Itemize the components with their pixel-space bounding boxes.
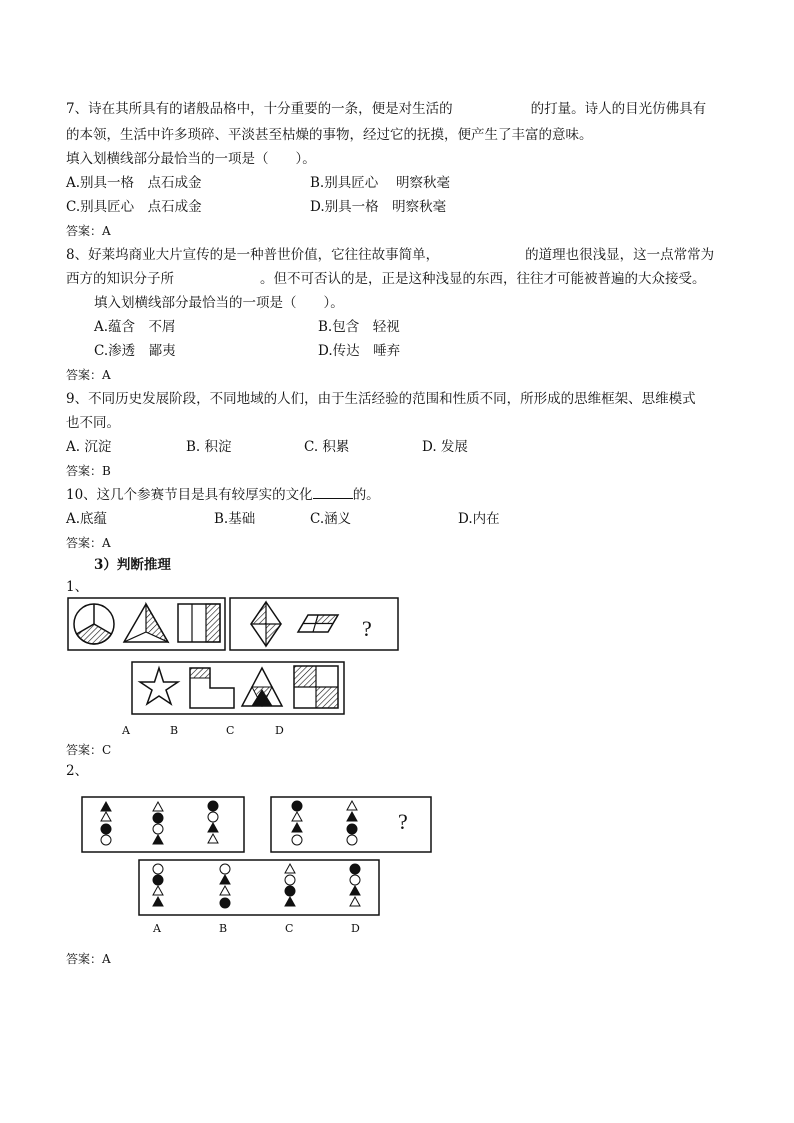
r1-circle-shape: [74, 604, 114, 644]
q8-prompt: 填入划横线部分最恰当的一项是（ ）。: [94, 295, 344, 311]
r1-choice-a-star: [140, 668, 178, 704]
r2-number: 2、: [66, 763, 89, 779]
r2-question-box-left: [82, 797, 244, 852]
r1-answer: 答案：C: [66, 743, 112, 757]
q7-option-a: A.别具一格 点石成金: [66, 175, 202, 191]
q8-stem-line2b: 。但不可否认的是，正是这种浅显的东西，往往才可能被普遍的大众接受。: [260, 271, 706, 287]
q9-stem-line1: 9、不同历史发展阶段，不同地域的人们，由于生活经验的范围和性质不同，所形成的思维框架、思维模式: [66, 391, 696, 407]
r2-label-a: A: [153, 922, 161, 935]
r1-question-box-left: [68, 598, 225, 650]
q9-option-d: D. 发展: [422, 439, 468, 455]
q8-stem-part1: 8、好莱坞商业大片宣传的是一种普世价值，它往往故事简单，: [66, 247, 440, 263]
q9-stem-line2: 也不同。: [66, 415, 120, 431]
q9-option-c: C. 积累: [304, 439, 350, 455]
r1-question-mark: ?: [362, 616, 372, 641]
r1-parallelogram-shape: [298, 615, 338, 632]
q7-answer: 答案：A: [66, 224, 111, 238]
q8-option-c: C.渗透 鄙夷: [94, 343, 176, 359]
r1-choices-box: [132, 662, 344, 714]
r1-choice-c-triangle: [242, 668, 282, 706]
q7-stem-part2: 的打量。诗人的目光仿佛具有: [530, 101, 707, 117]
r2-choices-box: [139, 860, 379, 915]
q8-option-a: A.蕴含 不屑: [94, 319, 176, 335]
q10-stem-b: 的。: [352, 487, 380, 503]
r2-answer: 答案：A: [66, 952, 111, 966]
r1-choice-d-square: [294, 666, 338, 708]
q7-option-b: B.别具匠心 明察秋毫: [310, 175, 451, 191]
q8-answer: 答案：A: [66, 368, 111, 382]
q10-option-b: B.基础: [214, 511, 256, 527]
r1-diamond-shape: [251, 602, 281, 646]
r1-rectangle-shape: [178, 604, 220, 642]
q7-prompt: 填入划横线部分最恰当的一项是（ ）。: [66, 151, 316, 167]
r1-label-a: A: [122, 724, 130, 737]
q10-stem-a: 10、这几个参赛节目是具有较厚实的文化: [66, 487, 313, 503]
r1-label-d: D: [275, 724, 284, 737]
q10-option-d: D.内在: [458, 511, 500, 527]
q7-option-d: D.别具一格 明察秋毫: [310, 199, 447, 215]
r2-label-c: C: [285, 922, 294, 935]
r1-number: 1、: [66, 579, 89, 595]
r1-label-b: B: [170, 724, 179, 737]
q7-stem-part1: 7、诗在其所具有的诸般品格中，十分重要的一条，便是对生活的: [66, 101, 453, 117]
r2-question-mark: ?: [398, 809, 408, 834]
q8-option-b: B.包含 轻视: [318, 319, 400, 335]
r2-label-b: B: [219, 922, 228, 935]
q10-option-a: A.底蕴: [66, 511, 108, 527]
q10-answer: 答案：A: [66, 536, 111, 550]
q8-stem-part2: 的道理也很浅显，这一点常常为: [525, 247, 715, 263]
q8-stem-line2a: 西方的知识分子所: [66, 271, 174, 287]
r1-question-box-right: [230, 598, 398, 650]
q8-option-d: D.传达 唾弃: [318, 343, 401, 359]
q7-option-c: C.别具匠心 点石成金: [66, 199, 202, 215]
q7-stem-line2: 的本领，生活中许多琐碎、平淡甚至枯燥的事物，经过它的抚摸，便产生了丰富的意味。: [66, 127, 593, 143]
r1-label-c: C: [226, 724, 235, 737]
q9-option-a: A. 沉淀: [66, 439, 112, 455]
q9-option-b: B. 积淀: [186, 439, 232, 455]
section-title: 3）判断推理: [94, 557, 171, 573]
q10-option-c: C.涵义: [310, 511, 352, 527]
r1-choice-b-lshape: [190, 668, 234, 708]
q9-answer: 答案：B: [66, 464, 111, 478]
r1-triangle-shape: [124, 604, 168, 642]
r2-label-d: D: [351, 922, 360, 935]
